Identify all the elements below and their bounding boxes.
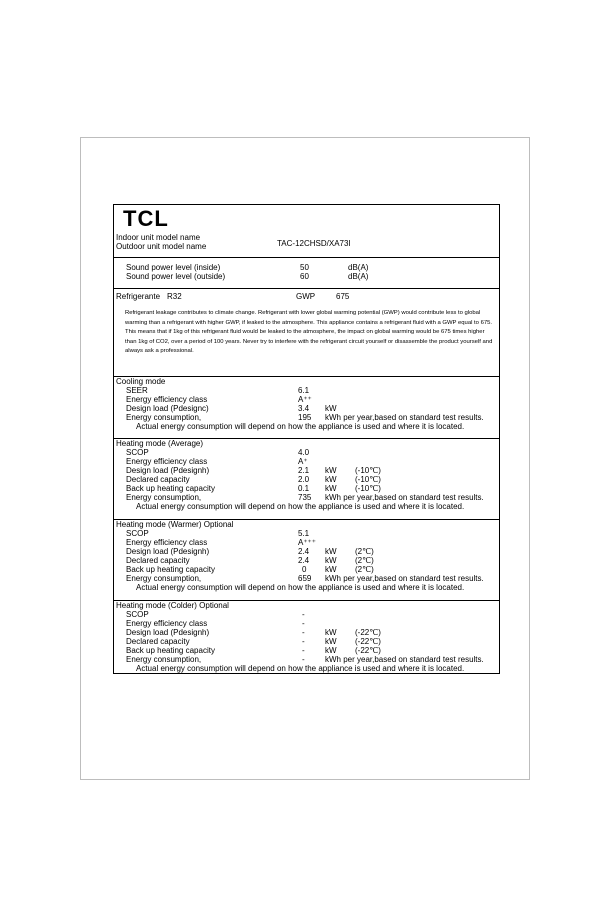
row-label: Design load (Pdesignh) <box>126 628 210 637</box>
divider <box>114 288 499 289</box>
note-text: Actual energy consumption will depend on how the appliance is used and where it is located. <box>136 583 465 592</box>
actual-consumption-note <box>114 664 499 673</box>
heating-colder-title: Heating mode (Colder) Optional <box>116 601 229 610</box>
row-label: Energy consumption, <box>126 655 202 664</box>
row-unit: dB(A) <box>348 263 369 272</box>
row-label: Energy efficiency class <box>126 619 208 628</box>
row-value: 735 <box>298 493 312 502</box>
cooling-title: Cooling mode <box>116 377 166 386</box>
row-note: (-22℃) <box>355 637 381 646</box>
row-value: - <box>302 637 305 646</box>
gwp-value: 675 <box>336 292 350 301</box>
row-value: A⁺ <box>298 457 308 466</box>
section-title <box>114 377 499 386</box>
actual-consumption-note <box>114 502 499 511</box>
refrigerant-value: R32 <box>167 292 182 301</box>
section-title <box>114 520 499 529</box>
product-fiche <box>113 204 500 674</box>
note-text: Actual energy consumption will depend on how the appliance is used and where it is located. <box>136 502 465 511</box>
row-value: A⁺⁺⁺ <box>298 538 317 547</box>
row-unit: kW <box>325 565 337 574</box>
table-row <box>114 404 499 413</box>
row-note: (-22℃) <box>355 646 381 655</box>
table-row <box>114 655 499 664</box>
row-value: - <box>302 655 305 664</box>
row-label: Energy consumption, <box>126 493 202 502</box>
row-value: 0.1 <box>298 484 310 493</box>
row-note: (-10℃) <box>355 484 381 493</box>
row-label: SCOP <box>126 610 149 619</box>
row-label: Declared capacity <box>126 475 190 484</box>
note-text: Actual energy consumption will depend on how the appliance is used and where it is located. <box>136 664 465 673</box>
row-unit: kW <box>325 484 337 493</box>
row-label: Energy efficiency class <box>126 457 208 466</box>
gwp-label: GWP <box>296 292 316 301</box>
row-unit: kW <box>325 646 337 655</box>
row-note: (-10℃) <box>355 475 381 484</box>
heating-average-title: Heating mode (Average) <box>116 439 204 448</box>
row-value: - <box>302 610 305 619</box>
refrigerant-row <box>114 292 499 301</box>
row-label: SEER <box>126 386 148 395</box>
row-note: (-22℃) <box>355 628 381 637</box>
table-row <box>114 556 499 565</box>
indoor-unit-label: Indoor unit model name <box>116 233 201 242</box>
table-row <box>114 565 499 574</box>
row-unit: kWh per year,based on standard test results. <box>325 493 484 502</box>
table-row <box>114 484 499 493</box>
row-value: 5.1 <box>298 529 310 538</box>
sound-outside-row <box>114 272 499 281</box>
refrigerant-warning-text: Refrigerant leakage contributes to climate change. Refrigerant with lower global warming potential (GWP) would contribute less to global warming than a refrigerant with higher GWP, if leaked to the atmosphere. This appliance contains a refrigerant fluid with a GWP equal to 675. This means that if 1kg of this refrigerant fluid would be leaked to the atmosphere, the impact on global warming would be 675 times higher than 1kg of CO2, over a period of 100 years. Never try to interfere with the refrigerant circuit yourself or disassemble the product yourself and always ask a professional. <box>125 310 493 355</box>
actual-consumption-note <box>114 422 499 431</box>
row-label: Energy consumption, <box>126 413 202 422</box>
table-row <box>114 493 499 502</box>
row-value: 659 <box>298 574 312 583</box>
row-label: Back up heating capacity <box>126 646 215 655</box>
tcl-logo: TCL <box>123 206 169 231</box>
row-label: SCOP <box>126 529 149 538</box>
row-unit: kW <box>325 404 337 413</box>
row-label: Energy efficiency class <box>126 538 208 547</box>
table-row <box>114 610 499 619</box>
row-value: 3.4 <box>298 404 310 413</box>
refrigerant-label: Refrigerante <box>116 292 161 301</box>
row-value: 195 <box>298 413 312 422</box>
row-unit: dB(A) <box>348 272 369 281</box>
row-value: 2.1 <box>298 466 310 475</box>
row-label: Sound power level (outside) <box>126 272 226 281</box>
row-unit: kW <box>325 466 337 475</box>
heating-warmer-title: Heating mode (Warmer) Optional <box>116 520 234 529</box>
table-row <box>114 457 499 466</box>
table-row <box>114 637 499 646</box>
row-unit: kW <box>325 547 337 556</box>
table-row <box>114 628 499 637</box>
row-label: Design load (Pdesignc) <box>126 404 209 413</box>
table-row <box>114 413 499 422</box>
row-unit: kWh per year,based on standard test results. <box>325 655 484 664</box>
table-row <box>114 395 499 404</box>
row-note: (2℃) <box>355 565 374 574</box>
section-title <box>114 601 499 610</box>
row-value: 60 <box>300 272 309 281</box>
table-row <box>114 475 499 484</box>
row-label: SCOP <box>126 448 149 457</box>
row-unit: kW <box>325 628 337 637</box>
row-value: 0 <box>302 565 307 574</box>
sound-inside-row <box>114 263 499 272</box>
row-label: Back up heating capacity <box>126 484 215 493</box>
table-row <box>114 466 499 475</box>
row-label: Design load (Pdesignh) <box>126 466 210 475</box>
actual-consumption-note <box>114 583 499 592</box>
section-title <box>114 439 499 448</box>
row-value: 50 <box>300 263 309 272</box>
row-value: - <box>302 646 305 655</box>
row-value: 6.1 <box>298 386 310 395</box>
row-value: - <box>302 619 305 628</box>
row-value: 4.0 <box>298 448 310 457</box>
row-note: (2℃) <box>355 556 374 565</box>
row-label: Energy efficiency class <box>126 395 208 404</box>
row-label: Design load (Pdesignh) <box>126 547 210 556</box>
row-label: Declared capacity <box>126 637 190 646</box>
row-value: 2.4 <box>298 556 310 565</box>
row-value: A⁺⁺ <box>298 395 312 404</box>
model-name: TAC-12CHSD/XA73I <box>277 239 351 248</box>
row-unit: kWh per year,based on standard test results. <box>325 574 484 583</box>
row-value: - <box>302 628 305 637</box>
row-label: Sound power level (inside) <box>126 263 221 272</box>
row-unit: kW <box>325 475 337 484</box>
row-unit: kW <box>325 556 337 565</box>
divider <box>114 257 499 258</box>
table-row <box>114 619 499 628</box>
table-row <box>114 538 499 547</box>
table-row <box>114 574 499 583</box>
note-text: Actual energy consumption will depend on how the appliance is used and where it is located. <box>136 422 465 431</box>
table-row <box>114 386 499 395</box>
outdoor-unit-label: Outdoor unit model name <box>116 242 207 251</box>
table-row <box>114 448 499 457</box>
table-row <box>114 646 499 655</box>
row-unit: kW <box>325 637 337 646</box>
row-value: 2.0 <box>298 475 310 484</box>
row-unit: kWh per year,based on standard test results. <box>325 413 484 422</box>
row-value: 2.4 <box>298 547 310 556</box>
row-label: Declared capacity <box>126 556 190 565</box>
row-note: (-10℃) <box>355 466 381 475</box>
table-row <box>114 547 499 556</box>
row-label: Back up heating capacity <box>126 565 215 574</box>
table-row <box>114 529 499 538</box>
row-note: (2℃) <box>355 547 374 556</box>
row-label: Energy consumption, <box>126 574 202 583</box>
